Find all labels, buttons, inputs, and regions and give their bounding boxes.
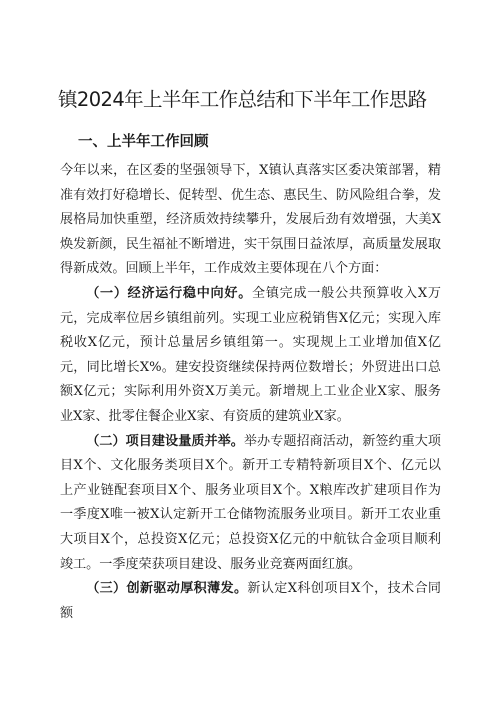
section-heading: 一、上半年工作回顾 xyxy=(78,134,209,150)
item-paragraph-projects xyxy=(60,430,441,578)
item-paragraph-innovation xyxy=(60,577,441,626)
document-title: 镇2024年上半年工作总结和下半年工作思路 xyxy=(58,88,427,111)
item-paragraph-economy xyxy=(60,282,441,430)
item-lead: （二）项目建设量质并举。 xyxy=(86,433,244,449)
item-lead: （一）经济运行稳中向好。 xyxy=(86,285,253,301)
item-lead: （三）创新驱动厚积薄发。 xyxy=(86,581,248,597)
item-body: 新认定X科创项目X个，技术合同额 xyxy=(60,581,441,621)
item-body: 全镇完成一般公共预算收入X万元，完成率位居乡镇组前列。实现工业应税销售X亿元；实现入库税收X亿元，预计总量居乡镇组第一。实现规上工业增加值X亿元，同比增长X%。建安投资继续保持两位数增长；外贸进出口总额X亿元；实际利用外资X万美元。新增规上工业企业X家、服务业X家、批零住餐企业X家、有资质的建筑业X家。 xyxy=(60,285,442,424)
intro-paragraph: 今年以来，在区委的坚强领导下，X镇认真落实区委决策部署，精准有效打好稳增长、促转型、优生态、惠民生、防风险组合拳，发展格局加快重塑，经济质效持续攀升，发展后劲有效增强，大美X焕发新颜，民生福祉不断增进，实干氛围日益浓厚，高质量发展取得新成效。回顾上半年，工作成效主要体现在八个方面： xyxy=(60,163,441,277)
item-body: 举办专题招商活动，新签约重大项目X个、文化服务类项目X个。新开工专精特新项目X个、亿元以上产业链配套项目X个、服务业项目X个。X粮库改扩建项目作为一季度X唯一被X认定新开工仓储物流服务业项目。新开工农业重大项目X个，总投资X亿元；总投资X亿元的中航钛合金项目顺利竣工。一季度荣获项目建设、服务业竞赛两面红旗。 xyxy=(60,433,442,572)
